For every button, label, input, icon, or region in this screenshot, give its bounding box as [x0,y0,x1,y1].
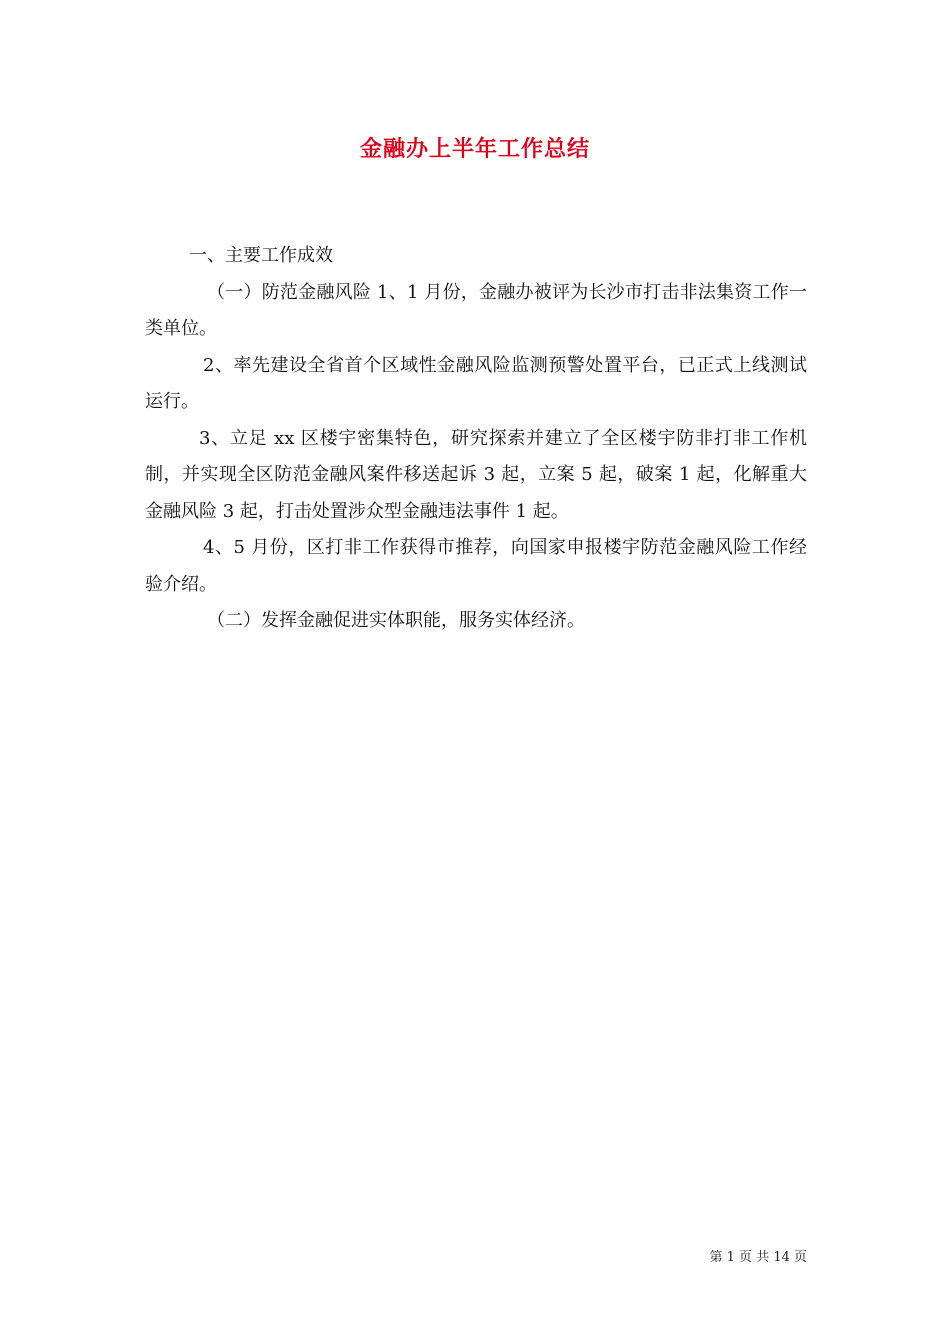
section-heading: 一、主要工作成效 [189,245,333,266]
paragraph-2: 2、率先建设全省首个区域性金融风险监测预警处置平台，已正式上线测试运行。 [145,354,807,412]
page-number: 第 1 页 共 14 页 [709,1250,807,1265]
paragraph-5: （二）发挥金融促进实体职能，服务实体经济。 [207,610,585,631]
paragraph-3: 3、立足 xx 区楼宇密集特色，研究探索并建立了全区楼宇防非打非工作机制，并实现全区防范金融风案件移送起诉 3 起，立案 5 起，破案 1 起，化解重大金融风险 3 起，打击处置涉众型金融违法事件 1 起。 [145,427,807,522]
document-body [145,238,807,640]
document-title: 金融办上半年工作总结 [359,137,590,162]
paragraph-1: （一）防范金融风险 1、1 月份，金融办被评为长沙市打击非法集资工作一类单位。 [145,281,807,339]
paragraph-4: 4、5 月份，区打非工作获得市推荐，向国家申报楼宇防范金融风险工作经验介绍。 [145,537,807,595]
